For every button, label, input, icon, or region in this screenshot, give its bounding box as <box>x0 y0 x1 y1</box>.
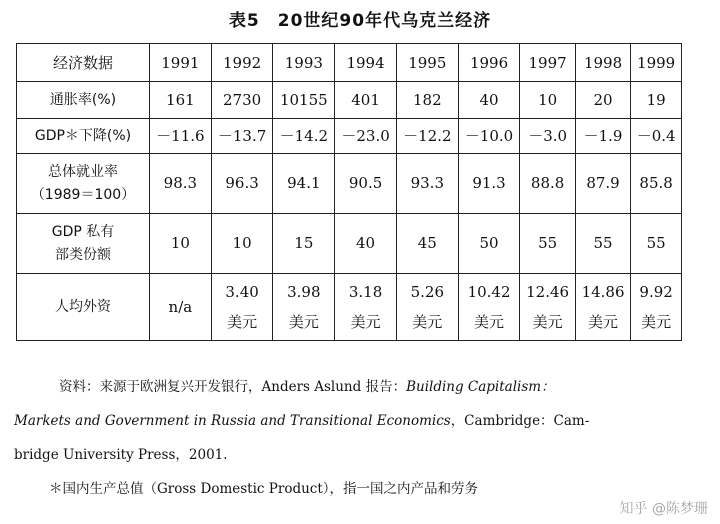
table-cell: 45 <box>396 214 458 274</box>
table-cell: 19 <box>631 82 682 119</box>
table-cell: －11.6 <box>150 119 212 154</box>
publisher-part-1: ，Cambridge：Cam- <box>450 413 590 429</box>
year-cell: 1997 <box>520 44 575 82</box>
cell-value: 3.18 <box>348 283 383 301</box>
gdp-footnote: ＊国内生产总值（Gross Domestic Product），指一国之内产品和劳务 <box>49 481 479 497</box>
cell-unit: 美元 <box>412 313 443 331</box>
table-cell: 20 <box>575 82 630 119</box>
table-cell: －23.0 <box>335 119 397 154</box>
year-cell: 1996 <box>458 44 520 82</box>
table-cell <box>335 274 397 341</box>
row-label: GDP＊下降(%) <box>17 119 150 154</box>
cell-unit: 美元 <box>474 313 505 331</box>
table-cell: －1.9 <box>575 119 630 154</box>
book-title-part-2: Markets and Government in Russia and Transitional Economics <box>14 413 451 429</box>
table-cell: n/a <box>150 274 212 341</box>
cell-unit: 美元 <box>532 313 563 331</box>
table-cell <box>211 274 273 341</box>
cell-unit: 美元 <box>350 313 381 331</box>
table-cell: 161 <box>150 82 212 119</box>
year-cell: 1998 <box>575 44 630 82</box>
table-cell: 40 <box>335 214 397 274</box>
cell-unit: 美元 <box>288 313 319 331</box>
cell-value: 12.46 <box>526 283 570 301</box>
row-label-line: （1989＝100） <box>30 186 136 203</box>
economy-table <box>16 43 682 341</box>
table-cell: 87.9 <box>575 154 630 214</box>
table-cell: －3.0 <box>520 119 575 154</box>
cell-unit: 美元 <box>588 313 619 331</box>
cell-unit: 美元 <box>227 313 258 331</box>
source-note-line-3 <box>14 438 704 472</box>
row-label-line: 总体就业率 <box>48 163 118 180</box>
year-cell: 1993 <box>273 44 335 82</box>
table-cell: 55 <box>575 214 630 274</box>
table-row <box>17 119 682 154</box>
table-cell <box>396 274 458 341</box>
table-cell: 90.5 <box>335 154 397 214</box>
cell-value: 3.40 <box>225 283 259 301</box>
cell-unit: 美元 <box>641 313 672 331</box>
header-row <box>17 44 682 82</box>
table-row <box>17 214 682 274</box>
watermark: 知乎 @陈梦珊 <box>618 498 710 518</box>
year-cell: 1991 <box>150 44 212 82</box>
table-cell: 55 <box>631 214 682 274</box>
row-label <box>17 214 150 274</box>
table-cell: 98.3 <box>150 154 212 214</box>
table-cell: 88.8 <box>520 154 575 214</box>
table-cell: 94.1 <box>273 154 335 214</box>
cell-value: 9.92 <box>639 283 673 301</box>
publisher-part-2: bridge University Press，2001. <box>14 447 228 463</box>
table-cell: 182 <box>396 82 458 119</box>
row-label <box>17 154 150 214</box>
table-cell <box>458 274 520 341</box>
row-label-line: GDP 私有 <box>51 223 115 240</box>
row-label: 通胀率(%) <box>17 82 150 119</box>
table-cell: 10 <box>211 214 273 274</box>
table-cell: 15 <box>273 214 335 274</box>
year-cell: 1994 <box>335 44 397 82</box>
year-cell: 1999 <box>631 44 682 82</box>
table-cell: 401 <box>335 82 397 119</box>
table-cell: －13.7 <box>211 119 273 154</box>
cell-value: 14.86 <box>581 283 625 301</box>
year-cell: 1995 <box>396 44 458 82</box>
table-notes <box>14 370 704 506</box>
header-label: 经济数据 <box>17 44 150 82</box>
table-row <box>17 82 682 119</box>
source-note-line-1 <box>14 370 704 404</box>
table-cell <box>631 274 682 341</box>
source-prefix: 资料：来源于欧洲复兴开发银行，Anders Aslund 报告： <box>59 379 407 395</box>
table-cell <box>520 274 575 341</box>
table-cell: 50 <box>458 214 520 274</box>
table-cell: 10 <box>150 214 212 274</box>
year-cell: 1992 <box>211 44 273 82</box>
table-cell: 55 <box>520 214 575 274</box>
table-cell: 10155 <box>273 82 335 119</box>
table-cell: 40 <box>458 82 520 119</box>
table-cell: －12.2 <box>396 119 458 154</box>
table-title: 表5 20世纪90年代乌克兰经济 <box>228 11 492 31</box>
table-cell <box>273 274 335 341</box>
table-cell <box>575 274 630 341</box>
row-label: 人均外资 <box>17 274 150 341</box>
table-cell: －14.2 <box>273 119 335 154</box>
source-note-line-2 <box>14 404 704 438</box>
book-title-part-1: Building Capitalism： <box>406 379 555 395</box>
row-label-line: 部类份额 <box>55 246 111 263</box>
table-cell: 2730 <box>211 82 273 119</box>
table-row <box>17 154 682 214</box>
cell-value: 5.26 <box>410 283 444 301</box>
cell-value: 3.98 <box>287 283 321 301</box>
table-row <box>17 274 682 341</box>
table-cell: 93.3 <box>396 154 458 214</box>
table-cell: －0.4 <box>631 119 682 154</box>
table-cell: －10.0 <box>458 119 520 154</box>
cell-value: 10.42 <box>467 283 511 301</box>
table-cell: 96.3 <box>211 154 273 214</box>
table-cell: 91.3 <box>458 154 520 214</box>
table-cell: 10 <box>520 82 575 119</box>
table-cell: 85.8 <box>631 154 682 214</box>
